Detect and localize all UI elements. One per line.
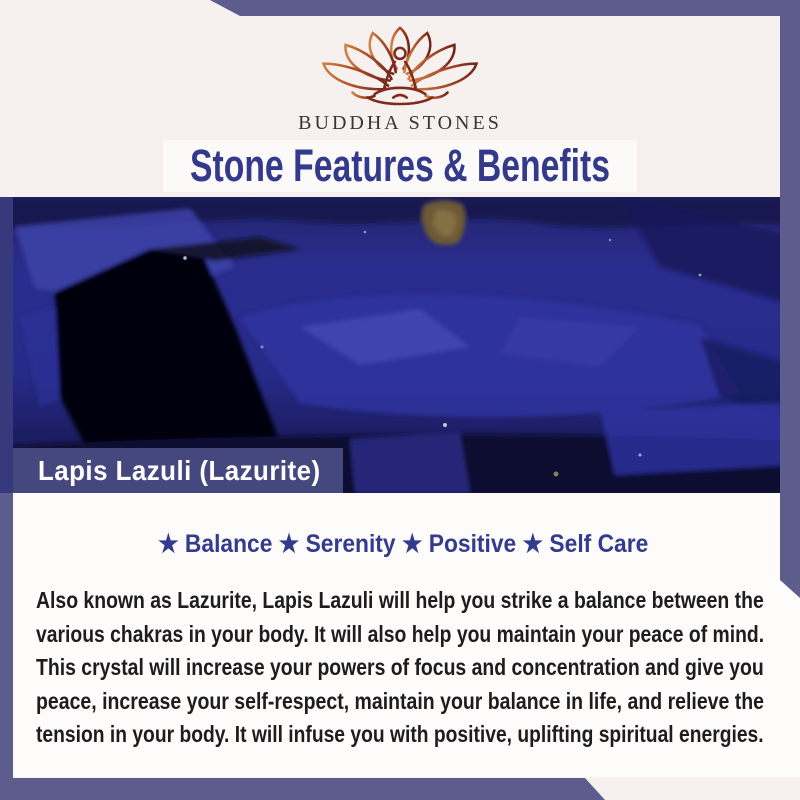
left-ribbon-decoration-lower bbox=[0, 493, 13, 800]
lotus-meditation-icon bbox=[315, 24, 485, 110]
bottom-ribbon-decoration bbox=[0, 778, 605, 800]
star-icon: ★ bbox=[522, 530, 544, 558]
star-icon: ★ bbox=[158, 530, 179, 558]
benefit-self-care: Self Care bbox=[549, 530, 649, 558]
description-line: This crystal will increase your powers of focus and concentration and give you bbox=[36, 654, 764, 680]
description-line: peace, increase your self-respect, maintain your balance in life, and relieve the bbox=[36, 687, 765, 714]
description-line: various chakras in your body. It will also help you maintain your peace of mind. bbox=[36, 620, 765, 647]
top-ribbon-decoration bbox=[0, 0, 800, 16]
benefit-positive: Positive bbox=[428, 530, 517, 558]
benefits-line bbox=[152, 529, 649, 559]
star-icon: ★ bbox=[401, 530, 423, 558]
stone-description bbox=[36, 584, 764, 752]
heading-band bbox=[163, 140, 637, 192]
benefit-serenity: Serenity bbox=[305, 530, 396, 558]
description-line: Also known as Lazurite, Lapis Lazuli will help you strike a balance between the bbox=[36, 587, 764, 613]
brand-logo bbox=[315, 24, 485, 115]
brand-name: BUDDHA STONES bbox=[298, 112, 502, 134]
stone-name-label: Lapis Lazuli (Lazurite) bbox=[38, 455, 321, 486]
star-icon: ★ bbox=[278, 530, 300, 558]
page-title: Stone Features & Benefits bbox=[189, 140, 611, 191]
description-line: tension in your body. It will infuse you with positive, uplifting spiritual energies. bbox=[36, 721, 764, 747]
stone-name-banner bbox=[0, 448, 343, 493]
right-ribbon-decoration bbox=[780, 0, 800, 598]
benefit-balance: Balance bbox=[184, 530, 273, 558]
left-ribbon-decoration-upper bbox=[0, 197, 13, 493]
